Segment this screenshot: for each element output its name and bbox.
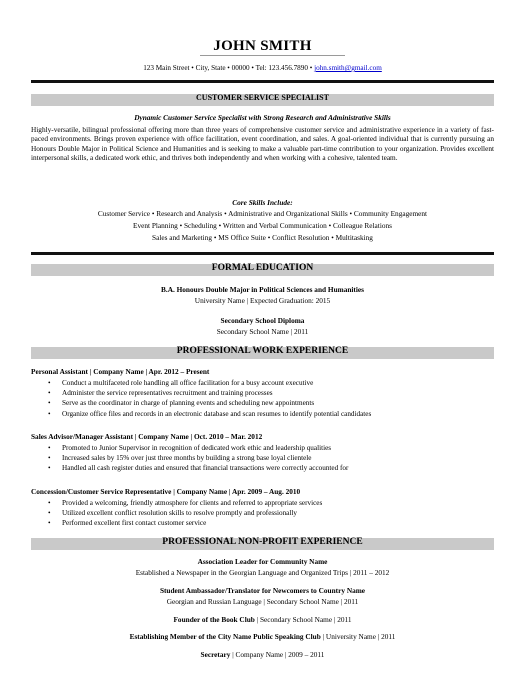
nonprofit-detail: Georgian and Russian Language | Secondary School Name | 2011 — [166, 597, 359, 606]
job-bullet: • Provided a welcoming, friendly atmosphere for clients and referred to appropriate services — [31, 498, 494, 508]
nonprofit-role: Association Leader for Community Name — [197, 557, 328, 566]
section-divider — [31, 252, 494, 255]
skills-heading: Core Skills Include: — [232, 198, 293, 207]
job-bullet: • Performed excellent first contact customer service — [31, 518, 494, 528]
skills-line: Customer Service • Research and Analysis • Administrative and Organizational Skills • Community Engagement — [97, 209, 428, 218]
skills-line: Sales and Marketing • MS Office Suite • Conflict Resolution • Multitasking — [152, 233, 373, 242]
diploma-detail: Secondary School Name | 2011 — [216, 327, 309, 336]
job-bullets — [31, 378, 494, 419]
skills-line: Event Planning • Scheduling • Written and Verbal Communication • Colleague Relations — [132, 221, 392, 230]
job-bullet: • Serve as the coordinator in charge of planning events and scheduling new appointments — [31, 398, 494, 408]
job-heading: Personal Assistant | Company Name | Apr. 2012 – Present — [31, 367, 210, 376]
section-header-work: PROFESSIONAL WORK EXPERIENCE — [31, 347, 494, 359]
name-underline — [200, 55, 345, 56]
profile-tagline: Dynamic Customer Service Specialist with Strong Research and Administrative Skills — [134, 113, 391, 122]
nonprofit-role: Student Ambassador/Translator for Newcomers to Country Name — [159, 586, 366, 595]
job-bullet: • Handled all cash register duties and ensured that financial transactions were correctly accounted for — [31, 463, 494, 473]
job-bullet: • Utilized excellent conflict resolution skills to resolve promptly and professionally — [31, 508, 494, 518]
job-heading: Concession/Customer Service Representative | Company Name | Apr. 2009 – Aug. 2010 — [31, 487, 301, 496]
degree-detail: University Name | Expected Graduation: 2015 — [194, 296, 331, 305]
summary-paragraph: Highly-versatile, bilingual professional offering more than three years of comprehensive customer service and administrative experience in a variety of fast-paced environments. Brings proven experience with office facilitation, event coordination, and sales. A goal-oriented individual that is currently pursuing an Honours Double Major in Political Science and Humanities and is seeking to make a valuable part-time contribution to your organization. Provides excellent interpersonal skills, a dedicated work ethic, and thrives both independently and when working with a cohesive, talented team. — [31, 125, 494, 162]
section-header-nonprofit: PROFESSIONAL NON-PROFIT EXPERIENCE — [31, 538, 494, 550]
job-bullets — [31, 498, 494, 529]
section-header-specialist: CUSTOMER SERVICE SPECIALIST — [31, 94, 494, 106]
nonprofit-entry: Establishing Member of the City Name Public Speaking Club | University Name | 2011 — [129, 632, 396, 641]
job-heading: Sales Advisor/Manager Assistant | Company Name | Oct. 2010 – Mar. 2012 — [31, 432, 263, 441]
nonprofit-entry: Secretary | Company Name | 2009 – 2011 — [200, 650, 325, 659]
contact-text: 123 Main Street • City, State • 00000 • Tel: 123.456.7890 • — [143, 64, 315, 72]
candidate-name: JOHN SMITH — [213, 38, 312, 54]
section-header-education: FORMAL EDUCATION — [31, 264, 494, 276]
job-bullet: • Promoted to Junior Supervisor in recognition of dedicated work ethic and leadership qualities — [31, 443, 494, 453]
nonprofit-entry: Founder of the Book Club | Secondary School Name | 2011 — [173, 615, 352, 624]
job-bullet: • Administer the service representatives recruitment and training processes — [31, 388, 494, 398]
section-divider — [31, 80, 494, 83]
nonprofit-detail: Established a Newspaper in the Georgian Language and Organized Trips | 2011 – 2012 — [135, 568, 390, 577]
job-bullet: • Organize office files and records in an electronic database and scan resumes to identify potential candidates — [31, 409, 494, 419]
job-bullet: • Increased sales by 15% over just three months by building a strong base loyal clientele — [31, 453, 494, 463]
job-bullets — [31, 443, 494, 474]
email-link[interactable]: john.smith@gmail.com — [314, 64, 382, 72]
diploma-title: Secondary School Diploma — [220, 316, 305, 325]
job-bullet: • Conduct a multifaceted role handling all office facilitation for a busy account executive — [31, 378, 494, 388]
degree-title: B.A. Honours Double Major in Political Sciences and Humanities — [161, 285, 364, 294]
contact-line — [0, 64, 525, 72]
